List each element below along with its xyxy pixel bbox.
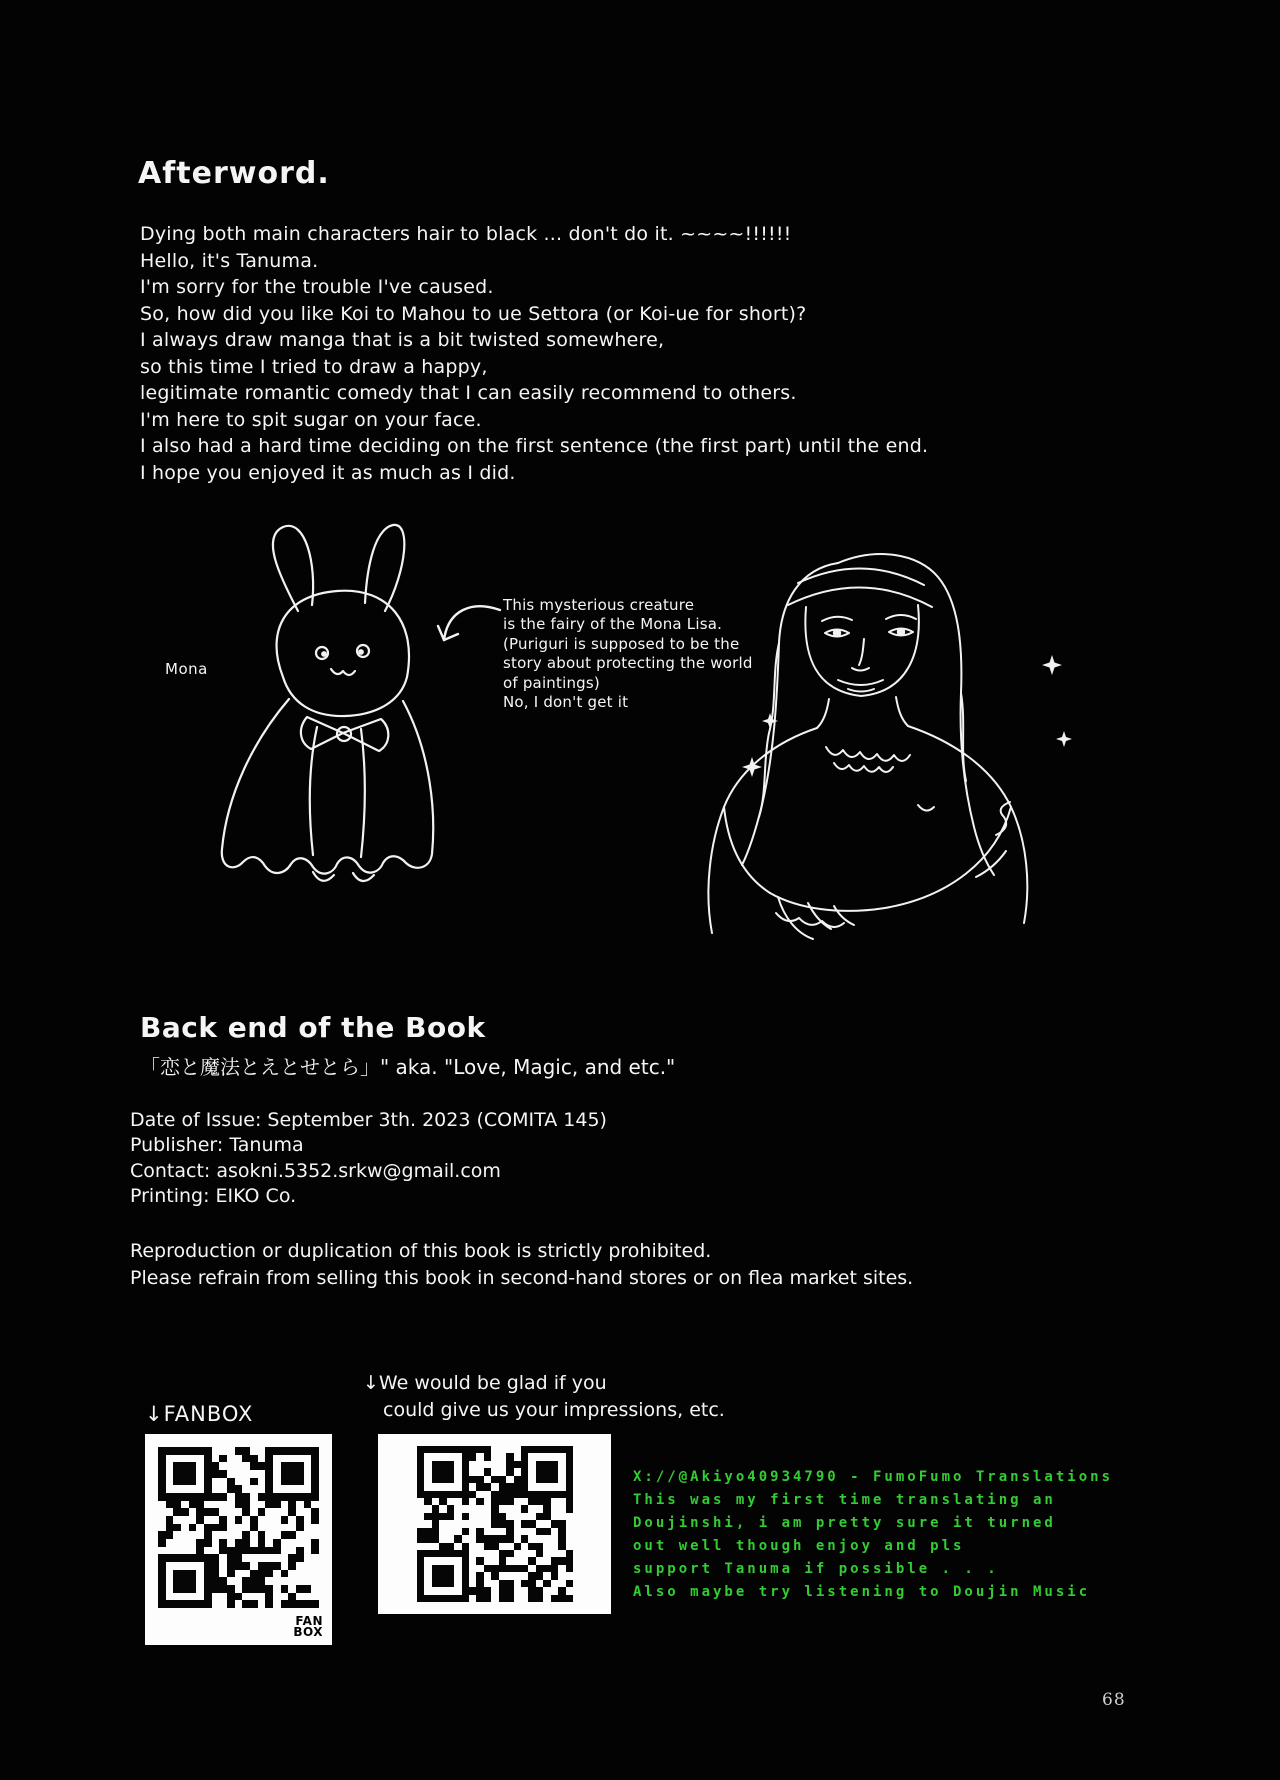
fanbox-qr-caption: FAN BOX <box>293 1614 323 1639</box>
colophon-detail-line: Contact: asokni.5352.srkw@gmail.com <box>130 1159 501 1182</box>
afterword-line: I also had a hard time deciding on the first sentence (the first part) until the end. <box>140 435 929 457</box>
impressions-qr-code <box>378 1434 611 1614</box>
fairy-note-line: is the fairy of the Mona Lisa. <box>503 615 723 634</box>
afterword-line: So, how did you like Koi to Mahou to ue Settora (or Koi-ue for short)? <box>140 302 807 325</box>
left-shoulder <box>708 728 817 933</box>
rabbit-bow-right <box>343 719 388 751</box>
crossed-arm <box>770 807 1011 911</box>
afterword-line: I hope you enjoyed it as much as I did. <box>140 461 516 484</box>
fairy-note-line: of paintings) <box>503 673 600 692</box>
translator-note-line: support Tanuma if possible . . . <box>633 1561 999 1577</box>
impressions-line: could give us your impressions, etc. <box>383 1399 725 1421</box>
colophon-detail-line: Date of Issue: September 3th. 2023 (COMITA 145) <box>130 1109 607 1131</box>
mona-fairy-drawing <box>195 515 485 895</box>
curved-arrow-icon <box>432 598 507 658</box>
impressions-note <box>363 1370 725 1424</box>
fanbox-qr-code <box>145 1434 332 1645</box>
nose <box>859 639 864 665</box>
mona-caption: Mona <box>165 660 208 678</box>
hair-left <box>742 563 838 865</box>
colophon-detail-line: Publisher: Tanuma <box>130 1134 304 1157</box>
copyright-notice-line: Please refrain from selling this book in second-hand stores or on flea market sites. <box>130 1266 914 1289</box>
rabbit-mouth <box>331 669 355 675</box>
rabbit-right-ear <box>365 525 404 611</box>
fairy-note-line: (Puriguri is supposed to be the <box>503 634 740 653</box>
qr-pattern <box>158 1447 319 1608</box>
copyright-notice-line: Reproduction or duplication of this book is strictly prohibited. <box>130 1240 712 1262</box>
copyright-notice <box>130 1238 913 1291</box>
right-shoulder <box>908 726 1027 923</box>
neckline-ruffle <box>826 747 910 761</box>
impressions-line: ↓We would be glad if you <box>363 1372 607 1394</box>
fairy-note-line: No, I don't get it <box>503 693 629 712</box>
translator-note-line: out well though enjoy and pls <box>633 1538 965 1554</box>
afterword-title: Afterword. <box>138 156 330 191</box>
translator-note-line: X://@Akiyo40934790 - FumoFumo Translations <box>633 1469 1114 1485</box>
afterword-line: so this time I tried to draw a happy, <box>140 355 488 378</box>
colophon-title: Back end of the Book <box>140 1011 486 1044</box>
rabbit-foot <box>353 873 374 881</box>
afterword-line: I'm sorry for the trouble I've caused. <box>140 276 494 298</box>
colophon-detail-line: Printing: EIKO Co. <box>130 1185 297 1208</box>
fairy-note-line: This mysterious creature <box>503 596 695 614</box>
smile <box>838 680 883 685</box>
translator-note-line: Also maybe try listening to Doujin Music <box>633 1584 1091 1600</box>
afterword-line: I'm here to spit sugar on your face. <box>140 408 482 431</box>
fanbox-label: ↓FANBOX <box>145 1402 254 1426</box>
fairy-note-line: story about protecting the world <box>503 654 753 673</box>
translator-note <box>633 1466 1113 1604</box>
afterword-line: I always draw manga that is a bit twisted somewhere, <box>140 329 665 351</box>
afterword-paragraph <box>140 221 928 486</box>
page-number: 68 <box>1102 1690 1126 1710</box>
colophon-subtitle: 「恋と魔法とえとせとら」" aka. "Love, Magic, and etc." <box>140 1055 676 1079</box>
qr-pattern <box>417 1446 573 1602</box>
sparkle-icon <box>1056 731 1072 747</box>
afterword-line: legitimate romantic comedy that I can easily recommend to others. <box>140 382 797 404</box>
afterword-line: Dying both main characters hair to black ... don't do it. ~~~~!!!!!! <box>140 223 792 245</box>
mona-lisa-drawing <box>680 505 1090 1015</box>
translator-note-line: This was my first time translating an <box>633 1492 1056 1508</box>
hair-right <box>838 554 994 875</box>
sparkle-icon <box>1042 655 1062 675</box>
colophon-details <box>130 1108 607 1210</box>
translator-note-line: Doujinshi, i am pretty sure it turned <box>633 1515 1056 1531</box>
afterword-line: Hello, it's Tanuma. <box>140 249 319 272</box>
